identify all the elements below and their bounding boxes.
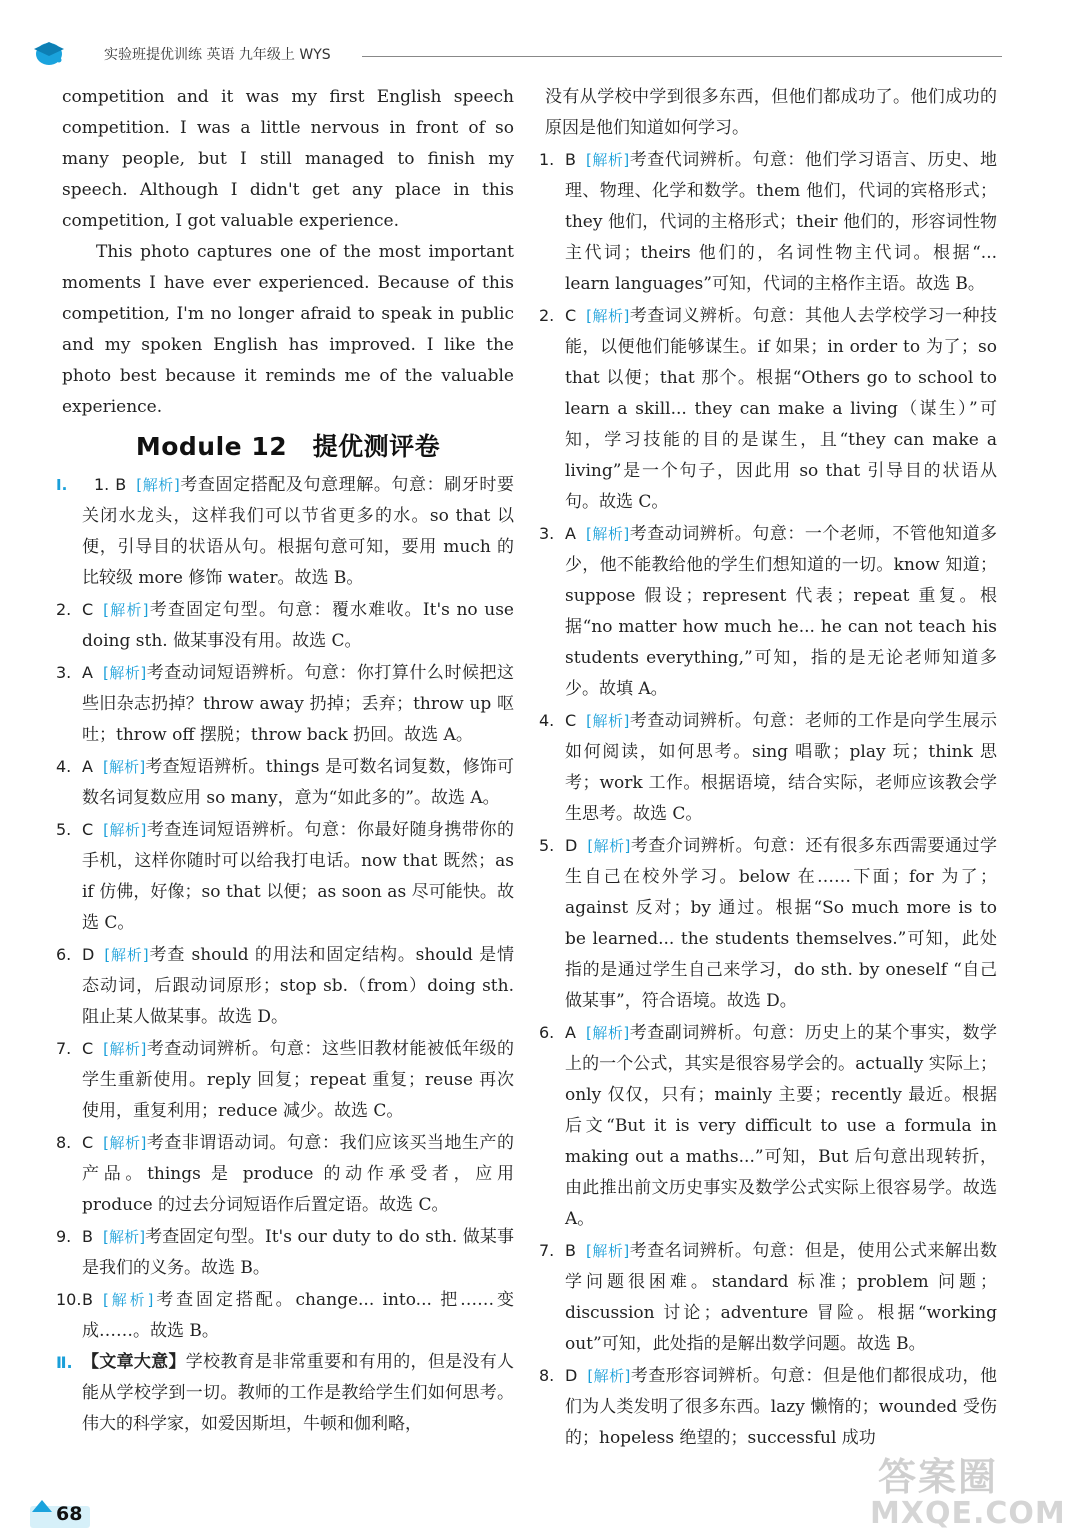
- page-number: 68: [56, 1503, 83, 1525]
- page-header: [32, 40, 1002, 68]
- summary-tag: 【文章大意】: [82, 1352, 186, 1372]
- item-number: 7.: [56, 1039, 72, 1058]
- item-answer: B: [82, 1227, 93, 1246]
- answer-item: [539, 1235, 997, 1360]
- answer-item: [56, 751, 514, 814]
- analysis-tag: [解析]: [585, 525, 630, 543]
- answer-item: [56, 1284, 514, 1347]
- module-title: Module 12 提优测评卷: [135, 432, 441, 461]
- header-divider: [362, 56, 1002, 57]
- answer-item: [539, 518, 997, 705]
- item-answer: C: [565, 711, 577, 730]
- graduation-cap-icon: [32, 40, 66, 66]
- analysis-text: 考查 should 的用法和固定结构。should 是情态动词，后跟动词原形；stop sb.（from）doing sth. 阻止某人做某事。故选 D。: [82, 945, 514, 1027]
- analysis-tag: [解析]: [103, 1040, 147, 1058]
- item-answer: B: [565, 1241, 576, 1260]
- item-number: 1.: [94, 475, 110, 494]
- answer-item: [56, 814, 514, 939]
- analysis-tag: [解析]: [102, 758, 146, 776]
- analysis-tag: [解析]: [586, 307, 630, 325]
- page-number-badge: [30, 1500, 92, 1528]
- intro-paragraph-2: This photo captures one of the most important moments I have ever experienced. Because of this competition, I'm no longer afraid to speak in public and my spoken English has improved. I like the photo best because it reminds me of the valuable experience.: [62, 242, 514, 417]
- analysis-text: 考查非谓语动词。句意：我们应该买当地生产的产品。things 是 produce 的动作承受者，应用 produce 的过去分词短语作后置定语。故选 C。: [82, 1133, 514, 1215]
- analysis-text: 考查连词短语辨析。句意：你最好随身携带你的手机，这样你随时可以给我打电话。now that 既然；as if 仿佛，好像；so that 以便；as soon as 尽可能快。故选 C。: [82, 820, 514, 933]
- analysis-text: 考查动词辨析。句意：这些旧教材能被低年级的学生重新使用。reply 回复；repeat 重复；reuse 再次使用，重复利用；reduce 减少。故选 C。: [82, 1039, 514, 1121]
- analysis-tag: [解析]: [585, 1242, 630, 1260]
- answer-item: [539, 705, 997, 830]
- item-number: 8.: [56, 1133, 72, 1152]
- item-number: 2.: [56, 600, 72, 619]
- analysis-text: 考查代词辨析。句意：他们学习语言、历史、地理、物理、化学和数学。them 他们，代词的宾格形式；they 他们，代词的主格形式；their 他们的，形容词性物主代词；theirs 他们的，名词性物主代词。根据“... learn languages”可知，代词的主格作主语。故选 B。: [565, 150, 997, 294]
- watermark-logo-text: 答案圈: [878, 1455, 999, 1499]
- answer-item: [539, 830, 997, 1017]
- analysis-text: 考查动词辨析。句意：一个老师，不管他知道多少，他不能教给他的学生们想知道的一切。know 知道；suppose 假设；represent 代表；repeat 重复。根据“no matter how much he... he can not teach his students everything,”可知，指的是无论老师知道多少。故填 A。: [565, 524, 997, 699]
- answer-item: [56, 594, 514, 657]
- summary-continued: 没有从学校中学到很多东西，但他们都成功了。他们成功的原因是他们知道如何学习。: [545, 87, 997, 138]
- item-answer: A: [82, 757, 93, 776]
- watermark-url: MXQE.COM: [870, 1496, 1066, 1531]
- analysis-text: 考查固定句型。It's our duty to do sth. 做某事是我们的义务。故选 B。: [82, 1227, 514, 1278]
- item-answer: C: [82, 600, 94, 619]
- item-number: 7.: [539, 1241, 555, 1260]
- answer-item: [56, 657, 514, 751]
- watermark: [870, 1446, 1066, 1534]
- item-answer: B: [115, 475, 127, 494]
- analysis-text: 考查固定搭配及句意理解。句意：刷牙时要关闭水龙头，这样我们可以节省更多的水。so that 以便，引导目的状语从句。根据句意可知，要用 much 的比较级 more 修饰 water。故选 B。: [82, 475, 514, 588]
- answer-item: [539, 300, 997, 518]
- item-answer: B: [82, 1290, 93, 1309]
- answer-item: [539, 144, 997, 300]
- analysis-tag: [解析]: [586, 712, 630, 730]
- analysis-tag: [解析]: [587, 837, 631, 855]
- intro-paragraph-1: competition and it was my first English speech competition. I was a little nervous in front of so many people, but I still managed to finish my speech. Although I didn't get any place in this competition, I got valuable experience.: [62, 87, 514, 231]
- analysis-text: 考查介词辨析。句意：还有很多东西需要通过学生自己在校外学习。below 在……下面；for 为了；against 反对；by 通过。根据“So much more is to be learned... the students themselves.”可知，此处指的是通过学生自己来学习，do sth. by oneself “自己做某事”，符合语境。故选 D。: [565, 836, 997, 1011]
- analysis-tag: [解析]: [136, 476, 180, 494]
- analysis-tag: [解析]: [103, 601, 149, 619]
- item-number: 8.: [539, 1366, 555, 1385]
- item-answer: A: [82, 663, 93, 682]
- item-number: 6.: [539, 1023, 555, 1042]
- analysis-tag: [解析]: [103, 1134, 147, 1152]
- item-number: 4.: [56, 757, 72, 776]
- item-number: 5.: [539, 836, 555, 855]
- item-answer: D: [565, 1366, 578, 1385]
- analysis-tag: [解析]: [585, 151, 630, 169]
- item-number: 10.: [56, 1290, 82, 1309]
- answer-item: [56, 1127, 514, 1221]
- analysis-text: 考查动词辨析。句意：老师的工作是向学生展示如何阅读，如何思考。sing 唱歌；play 玩；think 思考；work 工作。根据语境，结合实际，老师应该教会学生思考。故选 C。: [565, 711, 997, 824]
- analysis-text: 考查副词辨析。句意：历史上的某个事实，数学上的一个公式，其实是很容易学会的。actually 实际上；only 仅仅，只有；mainly 主要；recently 最近。根据后文“But it is very difficult to use a formula in making out a maths...”可知，But 后句意出现转折，由此推出前文历史事实及数学公式实际上很容易学。故选 A。: [565, 1023, 997, 1229]
- answer-item: [56, 939, 514, 1033]
- analysis-text: 考查动词短语辨析。句意：你打算什么时候把这些旧杂志扔掉？throw away 扔掉；丢弃；throw up 呕吐；throw off 摆脱；throw back 扔回。故选 A。: [82, 663, 514, 745]
- item-number: 3.: [539, 524, 555, 543]
- item-number: 4.: [539, 711, 555, 730]
- left-column: [56, 82, 514, 1440]
- answer-item: [56, 1033, 514, 1127]
- answer-item: [539, 1017, 997, 1235]
- answer-item: [56, 1221, 514, 1284]
- analysis-tag: [解析]: [104, 946, 149, 964]
- analysis-tag: [解析]: [585, 1024, 630, 1042]
- right-column: [539, 82, 997, 1454]
- analysis-tag: [解析]: [103, 821, 147, 839]
- item-answer: B: [565, 150, 576, 169]
- item-number: 9.: [56, 1227, 72, 1246]
- item-answer: D: [82, 945, 95, 964]
- item-number: 6.: [56, 945, 72, 964]
- analysis-text: 考查固定搭配。change... into... 把……变成……。故选 B。: [82, 1290, 514, 1341]
- item-answer: C: [82, 1039, 94, 1058]
- analysis-text: 考查短语辨析。things 是可数名词复数，修饰可数名词复数应用 so many，意为“如此多的”。故选 A。: [82, 757, 514, 808]
- summary-text: 学校教育是非常重要和有用的，但是没有人能从学校学到一切。教师的工作是教给学生们如何思考。伟大的科学家，如爱因斯坦，牛顿和伽利略，: [82, 1352, 514, 1434]
- answer-item: [56, 469, 514, 594]
- analysis-text: 考查固定句型。句意：覆水难收。It's no use doing sth. 做某事没有用。故选 C。: [82, 600, 514, 651]
- header-title: 实验班提优训练 英语 九年级上 WYS: [104, 47, 331, 63]
- section-2-list: [539, 144, 997, 1454]
- item-answer: A: [565, 1023, 576, 1042]
- up-arrow-icon: [32, 1500, 52, 1512]
- analysis-tag: [解析]: [102, 1228, 146, 1246]
- item-answer: D: [565, 836, 578, 855]
- section-1-label: Ⅰ.: [56, 476, 68, 494]
- item-number: 1.: [539, 150, 555, 169]
- analysis-tag: [解析]: [587, 1367, 631, 1385]
- analysis-tag: [解析]: [102, 664, 147, 682]
- section-1-list: [56, 469, 514, 1347]
- analysis-text: 考查词义辨析。句意：其他人去学校学习一种技能，以便他们能够谋生。if 如果；in order to 为了；so that 以便；that 那个。根据“Others go to school to learn a skill... they can make a living（谋生）”可知，学习技能的目的是谋生，且“they can make a living”是一个句子，因此用 so that 引导目的状语从句。故选 C。: [565, 306, 997, 512]
- answer-item: [539, 1360, 997, 1454]
- item-number: 5.: [56, 820, 72, 839]
- item-number: 3.: [56, 663, 72, 682]
- item-number: [56, 469, 71, 501]
- analysis-text: 考查名词辨析。句意：但是，使用公式来解出数学问题很困难。standard 标准；problem 问题；discussion 讨论；adventure 冒险。根据“working out”可知，此处指的是解出数学问题。故选 B。: [565, 1241, 997, 1354]
- item-answer: C: [565, 306, 577, 325]
- analysis-tag: [解析]: [102, 1291, 154, 1309]
- item-number: 2.: [539, 306, 555, 325]
- item-answer: A: [565, 524, 576, 543]
- item-answer: C: [82, 1133, 94, 1152]
- analysis-text: 考查形容词辨析。句意：但是他们都很成功，他们为人类发明了很多东西。lazy 懒惰的；wounded 受伤的；hopeless 绝望的；successful 成功: [565, 1366, 997, 1448]
- item-answer: C: [82, 820, 94, 839]
- section-2-label: Ⅱ.: [56, 1353, 73, 1372]
- section-2-summary: [56, 1347, 514, 1440]
